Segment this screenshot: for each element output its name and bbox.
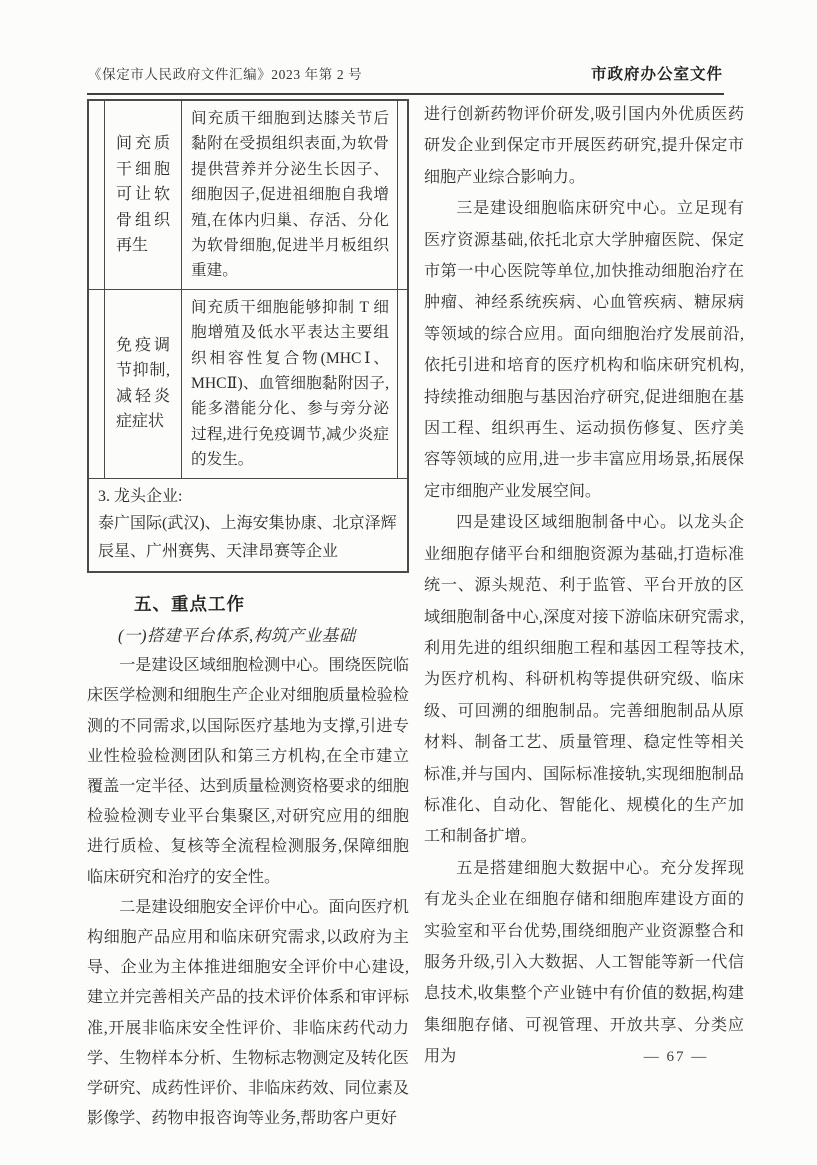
subsection-heading: (一)搭建平台体系,构筑产业基础: [118, 626, 356, 646]
table-row-label: 免疫调节抑制,减轻炎症症状: [116, 336, 170, 431]
table-row-label-cell: [105, 101, 182, 289]
table-left-spacer-cell: [89, 101, 105, 289]
paragraph-item-3: 三是建设细胞临床研究中心。立足现有医疗资源基础,依托北京大学肿瘤医院、保定市第一中心医院等单位,加快推动细胞治疗在肿瘤、神经系统疾病、心血管疾病、糖尿病等领域的综合应用。面向细胞治疗发展前沿,依托引进和培育的医疗机构和临床研究机构,持续推动细胞与基因治疗研究,促进细胞在基因工程、组织再生、运动损伤修复、医疗美容等领域的应用,进一步丰富应用场景,拓展保定市细胞产业发展空间。: [424, 200, 744, 500]
leading-companies-heading: 3. 龙头企业:: [98, 487, 183, 505]
section-heading: 五、重点工作: [134, 594, 245, 615]
paragraph-item-1: 一是建设区域细胞检测中心。围绕医院临床医学检测和细胞生产企业对细胞质量检验检测的不同需求,以国际医疗基地为支撑,引进专业性检验检测团队和第三方机构,在全市建立覆盖一定半径、达到质量检测资格要求的细胞检验检测专业平台集聚区,对研究应用的细胞进行质检、复核等全流程检测服务,保障细胞临床研究和治疗的安全性。: [87, 657, 409, 886]
table-row: [89, 290, 407, 479]
paragraph-item-2: 二是建设细胞安全评价中心。面向医疗机构细胞产品应用和临床研究需求,以政府为主导、企业为主体推进细胞安全评价中心建设,建立并完善相关产品的技术评价体系和审评标准,开展非临床安全性评价、非临床药代动力学、生物样本分析、生物标志物测定及转化医学研究、成药性评价、非临床药效、同位素及影像学、药物申报咨询等业务,帮助客户更好: [87, 898, 409, 1128]
table-right-spacer-cell: [398, 101, 407, 289]
header-divider: [87, 93, 724, 95]
page-number: — 67 —: [643, 1049, 709, 1065]
table-row-label: 间充质干细胞可让软骨组织再生: [116, 135, 170, 255]
table-left-spacer-cell: [89, 290, 105, 478]
paragraph-item-4: 四是建设区域细胞制备中心。以龙头企业细胞存储平台和细胞资源为基础,打造标准统一、源头规范、利于监管、平台开放的区域细胞制备中心,深度对接下游临床研究需求,利用先进的组织细胞工程和基因工程等技术,为医疗机构、科研机构等提供研究级、临床级、可回溯的细胞制品。完善细胞制品从原材料、制备工艺、质量管理、稳定性等相关标准,并与国内、国际标准接轨,实现细胞制品标准化、自动化、智能化、规模化的生产加工和制备扩增。: [424, 514, 744, 846]
leading-companies-list: 泰广国际(武汉)、上海安集协康、北京泽辉辰星、广州赛隽、天津昂赛等企业: [98, 515, 397, 560]
header-doc-category: 市政府办公室文件: [590, 66, 723, 83]
table-row-label-cell: [105, 290, 182, 478]
table-row: [89, 101, 407, 290]
header-journal-title: 《保定市人民政府文件汇编》2023 年第 2 号: [88, 67, 363, 82]
right-column: [424, 99, 744, 1073]
stem-cell-function-table: [87, 99, 409, 573]
table-footer-leading-companies: [89, 479, 407, 572]
table-row-content: 间充质干细胞能够抑制 T 细胞增殖及低水平表达主要组织相容性复合物(MHCⅠ、MHCⅡ)、血管细胞黏附因子,能多潜能分化、参与旁分泌过程,进行免疫调节,减少炎症的发生。: [182, 290, 398, 478]
paragraph-item-5: 五是搭建细胞大数据中心。充分发挥现有龙头企业在细胞存储和细胞库建设方面的实验室和平台优势,围绕细胞产业资源整合和服务升级,引入大数据、人工智能等新一代信息技术,收集整个产业链中有价值的数据,构建集细胞存储、可视管理、开放共享、分类应用为: [424, 859, 744, 1066]
table-right-spacer-cell: [398, 290, 407, 478]
table-row-content: 间充质干细胞到达膝关节后黏附在受损组织表面,为软骨提供营养并分泌生长因子、细胞因子,促进祖细胞自我增殖,在体内归巢、存活、分化为软骨细胞,促进半月板组织重建。: [182, 101, 398, 289]
left-column: [87, 99, 409, 1134]
paragraph-continuation: 进行创新药物评价研发,吸引国内外优质医药研发企业到保定市开展医药研究,提升保定市细胞产业综合影响力。: [424, 106, 744, 186]
page-header: [88, 62, 723, 84]
